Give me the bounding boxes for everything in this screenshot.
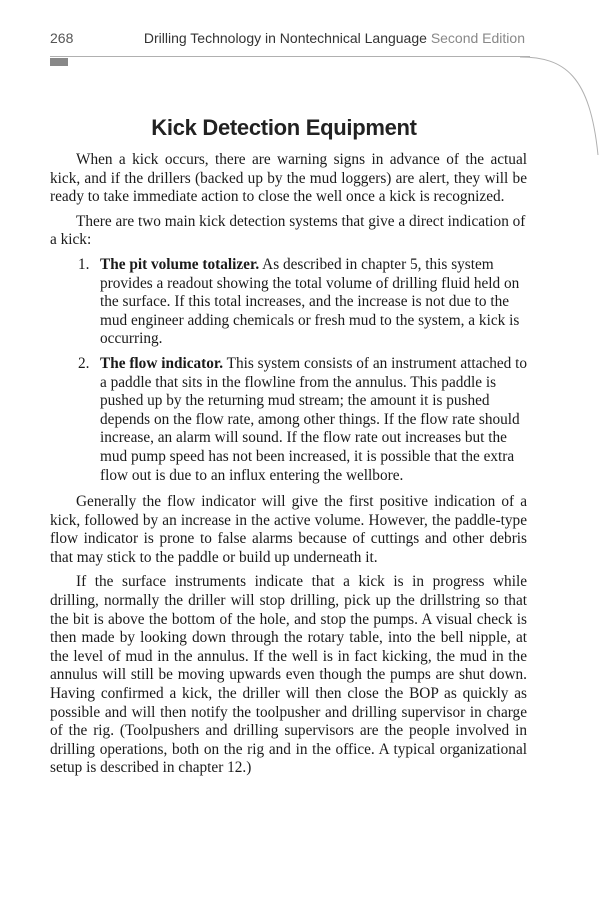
edition-label: Second Edition: [430, 30, 525, 46]
list-number: 1.: [78, 255, 90, 273]
page-header: [0, 0, 600, 70]
paragraph-procedure: If the surface instruments indicate that a kick is in progress while drilling, normally the driller will stop drilling, pick up the drillstring so that the bit is above the bottom of the hole, and stop the pumps. A visual check is then made by looking down through the rotary table, into the bell nipple, at the level of mud in the annulus. If the well is in fact kicking, the mud in the annulus will still be moving upwards even though the pumps are shut down. Having confirmed a kick, the driller will then close the BOP as quickly as possible and will then notify the toolpusher and drilling supervisor in charge of the rig. (Toolpushers and drilling supervisors are the people involved in drilling operations, both on the rig and in the office. A typical organizational setup is described in chapter 12.): [50, 573, 527, 777]
header-rule: [50, 56, 530, 57]
list-text: This system consists of an instrument attached to a paddle that sits in the flowline from the annulus. This paddle is pushed up by the returning mud stream; the amount it is pushed depends on the flow rate, among other things. If the flow rate should increase, an alarm will sound. If the flow rate out increases but the mud pump speed has not been increased, it is possible that the extra flow out is due to an influx entering the wellbore.: [100, 354, 528, 484]
paragraph-systems: There are two main kick detection systems that give a direct indication of a kick:: [50, 212, 526, 249]
list-term: The pit volume totalizer.: [100, 255, 260, 273]
list-item: [50, 355, 527, 485]
body-text: [50, 151, 527, 784]
paragraph-flow-indicator: Generally the flow indicator will give the first positive indication of a kick, followed by an increase in the active volume. However, the paddle-type flow indicator is prone to false alarms because of cuttings and other debris that may stick to the paddle or build up underneath it.: [50, 493, 527, 566]
running-head: [144, 30, 525, 46]
list-term: The flow indicator.: [100, 354, 224, 372]
paragraph-intro: When a kick occurs, there are warning signs in advance of the actual kick, and if the drillers (backed up by the mud loggers) are alert, they will be ready to take immediate action to close the well once a kick is recognized.: [50, 151, 527, 206]
section-title: Kick Detection Equipment: [151, 115, 417, 140]
list-text: As described in chapter 5, this system provides a readout showing the total volume of drilling fluid held on the surface. If this total increases, and the increase is not due to the mud engineer adding chemicals or fresh mud to the system, a kick is occurring.: [100, 255, 520, 348]
section-marker: [50, 58, 68, 66]
detection-systems-list: [50, 256, 527, 485]
page-number: 268: [50, 30, 74, 46]
list-item: [50, 256, 527, 349]
page-corner-curve: [520, 56, 600, 156]
book-title: Drilling Technology in Nontechnical Language: [143, 30, 427, 46]
list-number: 2.: [78, 354, 90, 372]
